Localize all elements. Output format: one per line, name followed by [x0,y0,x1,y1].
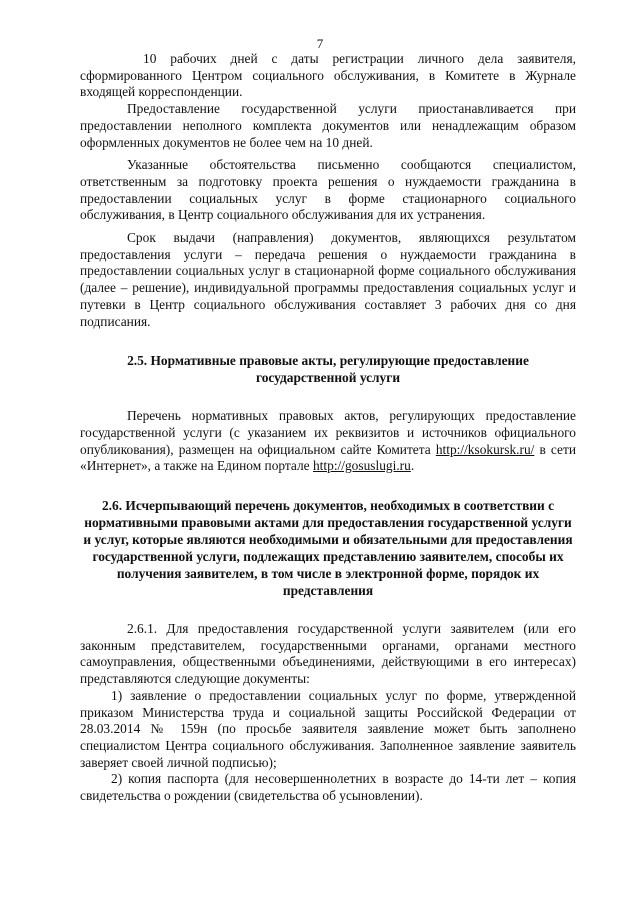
section-2-6-heading: 2.6. Исчерпывающий перечень документов, необходимых в соответствии с нормативными правовыми актами для предоставления государственной услуги и услуг, которые являются необходимыми и обязательными для предоставления государственной услуги, подлежащих представлению заявителем, способы их получения заявителем, в том числе в электронной форме, порядок их представления [83,498,573,599]
section-2-5-heading: 2.5. Нормативные правовые акты, регулирующие предоставление государственной услуги [127,353,529,386]
page-content [80,51,576,805]
paragraph-2-6-1: 2.6.1. Для предоставления государственной услуги заявителем (или его законным представителем, государственными органами, органами местного самоуправления, общественными объединениями, действующими в его интересах) представляются следующие документы: [80,621,576,687]
legal-acts-text-middle: в сети «Интернет», а также на Едином портале [80,441,576,474]
paragraph-issue-term: Срок выдачи (направления) документов, являющихся результатом предоставления услуги – передача решения о нуждаемости гражданина в предоставлении социальных услуг в стационарной форме социального обслуживания (далее – решение), индивидуальной программы предоставления социальных услуг и путевки в Центр социального обслуживания составляет 3 рабочих дня со дня подписания. [80,230,576,329]
legal-acts-text: Перечень нормативных правовых актов, регулирующих предоставление государственной услуги (с указанием их реквизитов и источников официального опубликования), размещен на официальном сайте Комитета [80,408,576,457]
list-item-application: 1) заявление о предоставлении социальных услуг по форме, утвержденной приказом Министерства труда и социальной защиты Российской Федерации от 28.03.2014 № 159н (по просьбе заявителя заявление может быть заполнено специалистом Центра социального обслуживания. Заполненное заявление заявитель заверяет своей личной подписью); [80,687,576,770]
komitet-site-link[interactable]: http://ksokursk.ru/ [435,441,535,457]
spacer [80,330,576,352]
list-item-passport: 2) копия паспорта (для несовершеннолетних в возрасте до 14-ти лет – копия свидетельства о рождении (свидетельства об усыновлении). [80,771,576,804]
paragraph-suspension: Предоставление государственной услуги приостанавливается при предоставлении неполного комплекта документов или ненадлежащим образом оформленных документов не более чем на 10 дней. [80,101,576,150]
spacer [80,386,576,408]
gosuslugi-link[interactable]: http://gosuslugi.ru [312,458,411,474]
paragraph-registration-term: 10 рабочих дней с даты регистрации личного дела заявителя, сформированного Центром социального обслуживания, в Комитете в Журнале входящей корреспонденции. [80,51,576,100]
page-number: 7 [316,36,324,51]
paragraph-legal-acts [80,408,576,475]
paragraph-notification: Указанные обстоятельства письменно сообщаются специалистом, ответственным за подготовку проекта решения о нуждаемости гражданина в предоставлении социальных услуг в форме стационарного социального обслуживания, в Центр социального обслуживания для их устранения. [80,157,576,223]
spacer [80,475,576,497]
spacer [80,599,576,621]
legal-acts-text-end: . [410,458,415,474]
